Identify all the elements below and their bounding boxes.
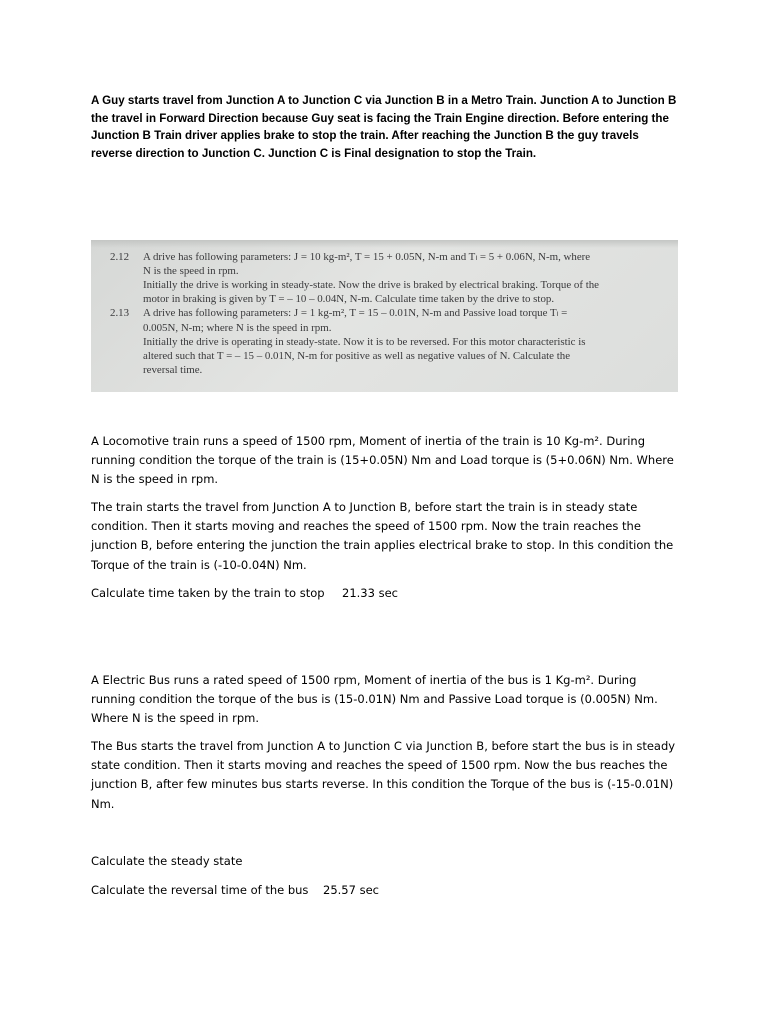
bus-answer: 25.57 sec	[323, 883, 379, 897]
problem-2-13-number: 2.13	[110, 307, 130, 319]
bus-question-reversal-time: Calculate the reversal time of the bus	[91, 883, 309, 897]
bus-scenario: The Bus starts the travel from Junction A to Junction C via Junction B, before start the bus is in steady state condition. Then it starts moving and reaches the speed of 1500 rpm. Now the bus reaches the junction B, after few minutes bus starts reverse. In this condition the Torque of the bus is (-15-0.01N) Nm.	[91, 739, 676, 811]
problem-2-12-line: Initially the drive is working in steady-state. Now the drive is braked by electrical braking. Torque of the	[143, 279, 600, 291]
locomotive-scenario: The train starts the travel from Junction A to Junction B, before start the train is in steady state condition. Then it starts moving and reaches the speed of 1500 rpm. Now the train reaches the junction B, before entering the junction the train applies electrical brake to stop. In this condition the Torque of the train is (-10-0.04N) Nm.	[91, 500, 674, 572]
problem-2-12-line: A drive has following parameters: J = 10 kg-m², T = 15 + 0.05N, N-m and Tₗ = 5 + 0.06N, N-m, where	[143, 251, 591, 263]
problem-2-13-line: 0.005N, N-m; where N is the speed in rpm.	[143, 322, 332, 334]
textbook-excerpt-image	[91, 240, 678, 392]
problem-2-12-number: 2.12	[110, 251, 130, 263]
locomotive-answer: 21.33 sec	[342, 586, 398, 600]
problem-2-13-line: A drive has following parameters: J = 1 kg-m², T = 15 – 0.01N, N-m and Passive load torque Tₗ =	[143, 307, 568, 319]
bus-description: A Electric Bus runs a rated speed of 1500 rpm, Moment of inertia of the bus is 1 Kg-m². During running condition the torque of the bus is (15-0.01N) Nm and Passive Load torque is (0.005N) Nm. Where N is the speed in rpm.	[91, 673, 658, 726]
scan-shadow	[91, 240, 678, 248]
locomotive-description: A Locomotive train runs a speed of 1500 rpm, Moment of inertia of the train is 10 Kg-m². During running condition the torque of the train is (15+0.05N) Nm and Load torque is (5+0.06N) Nm. Where N is the speed in rpm.	[91, 434, 674, 487]
bus-question-steady-state: Calculate the steady state	[91, 854, 243, 868]
problem-2-13-line: altered such that T = – 15 – 0.01N, N-m for positive as well as negative values of N. Calculate the	[143, 350, 571, 362]
locomotive-question: Calculate time taken by the train to stop	[91, 586, 325, 600]
problem-2-12-line: N is the speed in rpm.	[143, 265, 239, 277]
intro-paragraph: A Guy starts travel from Junction A to Junction C via Junction B in a Metro Train. Junction A to Junction B the travel in Forward Direction because Guy seat is facing the Train Engine direction. Before entering the Junction B Train driver applies brake to stop the train. After reaching the Junction B the guy travels reverse direction to Junction C. Junction C is Final designation to stop the Train.	[91, 94, 677, 160]
problem-2-12-line: motor in braking is given by T = – 10 – 0.04N, N-m. Calculate time taken by the drive to stop.	[143, 293, 555, 305]
problem-2-13-line: reversal time.	[143, 364, 203, 376]
problem-2-13-line: Initially the drive is operating in steady-state. Now it is to be reversed. For this motor characteristic is	[143, 336, 586, 348]
